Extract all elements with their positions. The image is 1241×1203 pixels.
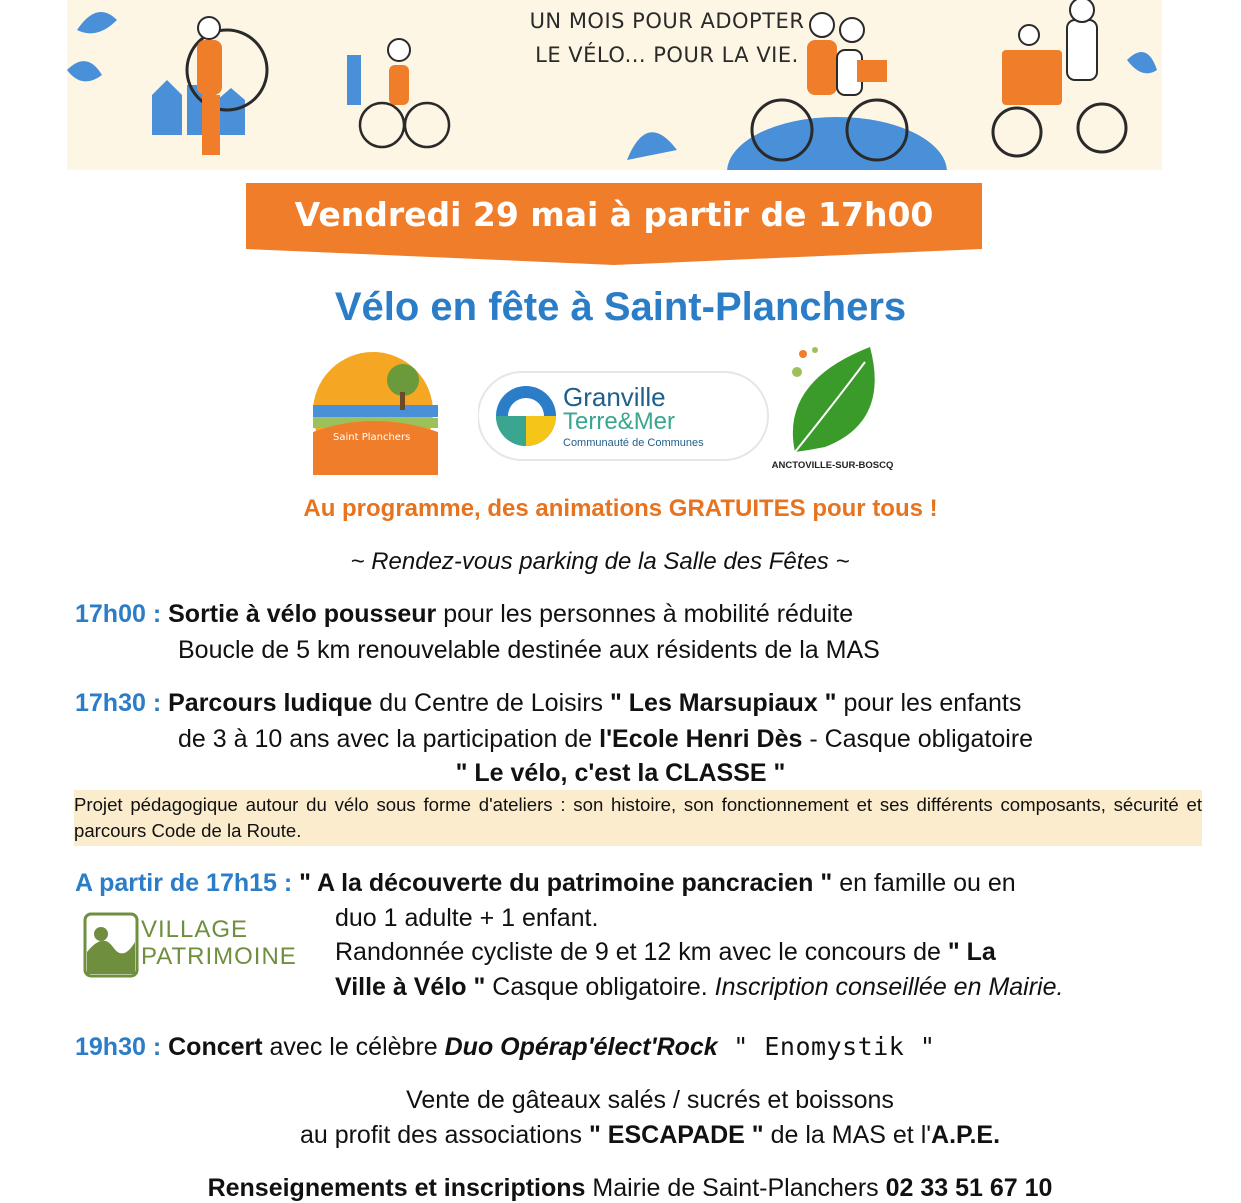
gtm-name-line3: Communauté de Communes xyxy=(563,437,704,449)
event-4-mid: avec le célèbre xyxy=(262,1033,445,1061)
event-2-time: 17h30 : xyxy=(75,689,162,717)
event-1-desc: pour les personnes à mobilité réduite xyxy=(436,600,854,628)
slogan-line-1: UN MOIS POUR ADOPTER xyxy=(529,9,805,33)
event-2-centre-name: " Les Marsupiaux " xyxy=(609,689,837,717)
page-title: Vélo en fête à Saint-Planchers xyxy=(334,285,907,329)
sale-line-1: Vente de gâteaux salés / sucrés et boissons xyxy=(406,1086,894,1114)
event-3-time: A partir de 17h15 : xyxy=(75,869,293,897)
programme-subtitle: Au programme, des animations GRATUITES pour tous ! xyxy=(303,495,938,522)
sale-escapade: " ESCAPADE " xyxy=(589,1121,764,1149)
event-4-line xyxy=(75,1032,935,1062)
event-3-title: " A la découverte du patrimoine pancracien " xyxy=(292,869,833,897)
event-3-line-2: duo 1 adulte + 1 enfant. xyxy=(335,904,599,932)
saint-planchers-logo-text: Saint Planchers xyxy=(333,432,411,443)
village-line-2: PATRIMOINE xyxy=(141,943,297,970)
banner-slogan xyxy=(497,4,837,72)
slogan-line-2: LE VÉLO... POUR LA VIE. xyxy=(535,43,799,67)
event-4-time: 19h30 : xyxy=(75,1033,162,1061)
sale-line-2 xyxy=(0,1121,1241,1150)
sale-ape: A.P.E. xyxy=(931,1121,1001,1149)
event-1-line-1 xyxy=(75,600,853,629)
event-3-registration: Inscription conseillée en Mairie. xyxy=(714,973,1064,1001)
event-3-partner-start: " La xyxy=(947,938,996,966)
event-1-title: Sortie à vélo pousseur xyxy=(168,600,437,628)
event-2-school: l'Ecole Henri Dès xyxy=(599,725,803,753)
sale-mid: de la MAS et l' xyxy=(763,1121,932,1149)
contact-mairie: Mairie de Saint-Planchers xyxy=(585,1174,886,1202)
sale-prefix: au profit des associations xyxy=(299,1121,589,1149)
granville-terre-mer-logo xyxy=(478,370,773,462)
event-3-line-3 xyxy=(335,938,996,967)
event-2-title: Parcours ludique xyxy=(168,689,373,717)
event-3-ride: Randonnée cycliste de 9 et 12 km avec le concours de xyxy=(335,938,948,966)
event-3-line-1 xyxy=(75,869,1016,898)
gtm-name-line1: Granville xyxy=(563,382,666,412)
meeting-point: ~ Rendez-vous parking de la Salle des Fêtes ~ xyxy=(350,548,850,575)
gtm-name-line2: Terre&Mer xyxy=(563,408,676,435)
contact-phone: 02 33 51 67 10 xyxy=(885,1174,1053,1202)
event-3-line-4 xyxy=(335,973,1063,1002)
event-2-line-1 xyxy=(75,689,1021,718)
date-ribbon-text: Vendredi 29 mai à partir de 17h00 xyxy=(294,195,934,234)
event-2-mid: du Centre de Loisirs xyxy=(372,689,610,717)
event-3-partner-end: Ville à Vélo " xyxy=(335,973,486,1001)
event-3-helmet: Casque obligatoire. xyxy=(485,973,715,1001)
event-3-desc: en famille ou en xyxy=(832,869,1016,897)
banner-illustration xyxy=(67,0,1162,170)
event-2-classe: " Le vélo, c'est la CLASSE " xyxy=(455,759,786,787)
contact-line xyxy=(0,1174,1241,1203)
event-4-band: " Enomystik " xyxy=(717,1032,936,1061)
saint-planchers-logo xyxy=(308,350,443,475)
event-4-title: Concert xyxy=(161,1033,263,1061)
contact-label: Renseignements et inscriptions xyxy=(207,1174,586,1202)
project-description: Projet pédagogique autour du vélo sous forme d'ateliers : son histoire, son fonctionnement et ses différents composants, sécurité et parcours Code de la Route. xyxy=(74,794,1202,841)
event-1-line-2: Boucle de 5 km renouvelable destinée aux résidents de la MAS xyxy=(178,636,880,664)
anctoville-logo xyxy=(765,342,900,472)
event-2-desc: pour les enfants xyxy=(836,689,1022,717)
village-patrimoine-logo xyxy=(83,912,315,980)
event-2-age: de 3 à 10 ans avec la participation de xyxy=(178,725,600,753)
village-line-1: VILLAGE xyxy=(141,916,249,943)
event-1-time: 17h00 : xyxy=(75,600,162,628)
event-2-helmet: - Casque obligatoire xyxy=(802,725,1034,753)
anctoville-name: ANCTOVILLE-SUR-BOSCQ xyxy=(771,460,894,471)
event-4-duo: Duo Opérap'élect'Rock xyxy=(444,1033,718,1061)
event-2-line-2 xyxy=(178,725,1033,754)
